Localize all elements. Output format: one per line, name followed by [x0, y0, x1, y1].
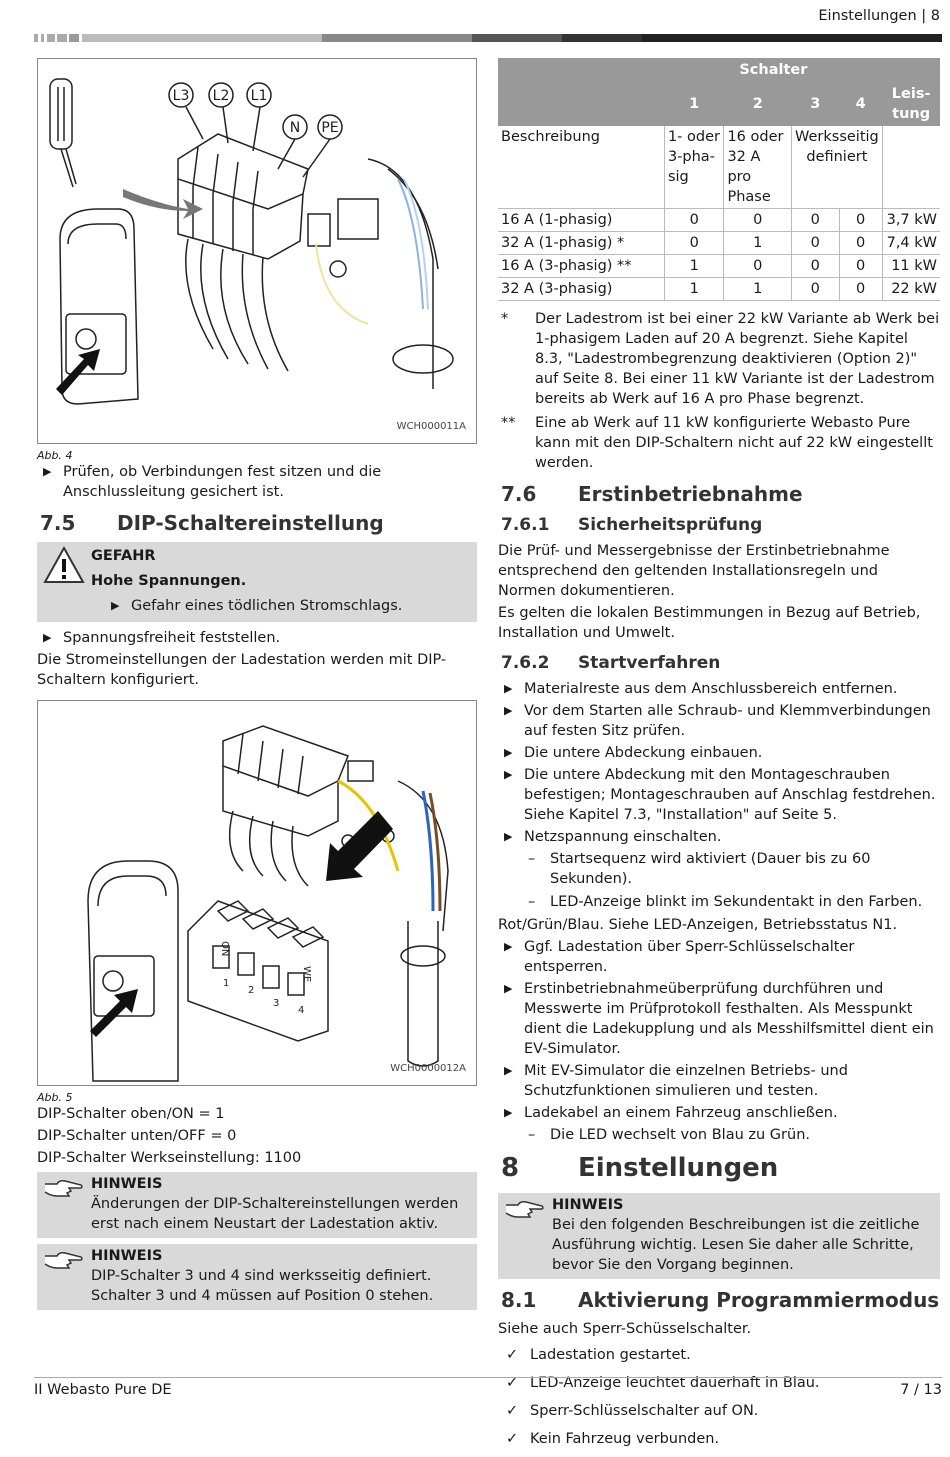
wiring-illustration	[38, 59, 476, 443]
table-header: 2	[724, 82, 792, 126]
footer-doc-title: II Webasto Pure DE	[34, 1382, 172, 1398]
notice-text: Änderungen der DIP-Schaltereinstellungen werden erst nach einem Neustart der Ladestation aktiv.	[91, 1196, 459, 1232]
dip-we-label: WE	[301, 966, 312, 983]
footnote: * Der Ladestrom ist bei einer 22 kW Variante ab Werk bei 1-phasigem Laden auf 20 A begrenzt. Siehe Kapitel 8.3, "Ladestrombegrenzung deaktivieren (Option 2)" auf Seite 8. Bei einer 11 kW Variante ist der Ladestrom bereits ab Werk auf 16 A pro Phase begrenzt.	[501, 311, 940, 407]
list-item: ▶ Ladekabel an einem Fahrzeug anschließen.	[504, 1105, 838, 1121]
notice-title: HINWEIS	[91, 1176, 163, 1192]
table-row: Beschreibung 1- oder 3-pha-sig 16 oder 32 A pro Phase Werksseitig definiert	[498, 126, 940, 209]
list-item: ▶ Vor dem Starten alle Schraub- und Klemmverbindungen auf festen Sitz prüfen.	[504, 703, 931, 739]
dip-number: 1	[223, 978, 230, 989]
footer-page-number: 7 / 13	[900, 1382, 942, 1398]
table-row: 16 A (1-phasig) 0 0 0 0 3,7 kW	[498, 209, 940, 232]
table-row: 32 A (1-phasig) * 0 1 0 0 7,4 kW	[498, 232, 940, 255]
warning-triangle-icon	[43, 546, 85, 590]
label-n: N	[289, 120, 301, 136]
notice-text: DIP-Schalter 3 und 4 sind werksseitig definiert. Schalter 3 und 4 müssen auf Position 0 stehen.	[91, 1268, 434, 1304]
sub-list-item: – Startsequenz wird aktiviert (Dauer bis zu 60 Sekunden).	[528, 851, 871, 887]
paragraph: Rot/Grün/Blau. Siehe LED-Anzeigen, Betriebsstatus N1.	[498, 917, 898, 933]
danger-notice	[37, 542, 477, 622]
triangle-bullet-icon: ▶	[504, 830, 513, 843]
check-list-item: ✓ LED-Anzeige leuchtet dauerhaft in Blau.	[506, 1375, 820, 1391]
triangle-bullet-icon: ▶	[504, 682, 513, 695]
dip-on-text: DIP-Schalter oben/ON = 1	[37, 1106, 225, 1122]
subsection-heading: 7.6.1 Sicherheitsprüfung	[501, 515, 763, 535]
footnote: ** Eine ab Werk auf 11 kW konfigurierte Webasto Pure kann mit den DIP-Schaltern nicht auf 22 kW eingestellt werden.	[501, 415, 933, 471]
header-stripe	[34, 34, 942, 42]
triangle-bullet-icon: ▶	[504, 746, 513, 759]
paragraph: Siehe auch Sperr-Schüsselschalter.	[498, 1321, 752, 1337]
hint-notice	[37, 1172, 477, 1238]
triangle-bullet-icon: ▶	[504, 1106, 513, 1119]
figure-caption: Abb. 5	[37, 1091, 73, 1104]
sub-list-item: – LED-Anzeige blinkt im Sekundentakt in den Farben.	[528, 894, 923, 910]
figure-code: WCH0000012A	[390, 1063, 466, 1074]
check-icon: ✓	[506, 1403, 519, 1419]
dip-switch-table	[498, 58, 940, 301]
list-item: ▶ Spannungsfreiheit feststellen.	[43, 630, 281, 646]
triangle-bullet-icon: ▶	[111, 599, 120, 612]
table-header: 4	[839, 82, 882, 126]
paragraph: Es gelten die lokalen Bestimmungen in Bezug auf Betrieb, Installation und Umwelt.	[498, 605, 921, 641]
pointing-hand-icon	[43, 1176, 85, 1206]
table-header: Leis-tung	[882, 82, 940, 126]
notice-title: GEFAHR	[91, 548, 156, 564]
figure-caption: Abb. 4	[37, 449, 73, 462]
hint-notice	[37, 1244, 477, 1310]
table-row: 16 A (3-phasig) ** 1 0 0 0 11 kW	[498, 255, 940, 278]
figure-code: WCH000011A	[396, 421, 466, 432]
list-item: ▶ Die untere Abdeckung einbauen.	[504, 745, 763, 761]
pointing-hand-icon	[43, 1248, 85, 1278]
label-l3: L3	[172, 88, 190, 104]
list-item: ▶ Materialreste aus dem Anschlussbereich entfernen.	[504, 681, 898, 697]
triangle-bullet-icon: ▶	[504, 1064, 513, 1077]
paragraph: Die Prüf- und Messergebnisse der Erstinbetriebnahme entsprechend den geltenden Installationsregeln und Normen dokumentieren.	[498, 543, 890, 599]
label-l2: L2	[212, 88, 230, 104]
list-item: ▶ Die untere Abdeckung mit den Montageschrauben befestigen; Montageschrauben auf Anschlag festdrehen. Siehe Kapitel 7.3, "Installation" auf Seite 5.	[504, 767, 936, 823]
figure-4	[37, 58, 477, 444]
dip-on-label: ON	[219, 941, 230, 957]
dip-number: 2	[248, 985, 255, 996]
dip-number: 3	[273, 998, 280, 1009]
dip-number: 4	[298, 1005, 305, 1016]
triangle-bullet-icon: ▶	[504, 768, 513, 781]
list-item: ▶ Mit EV-Simulator die einzelnen Betriebs- und Schutzfunktionen simulieren und testen.	[504, 1063, 848, 1099]
notice-title: HINWEIS	[91, 1248, 163, 1264]
page-header-title: Einstellungen | 8	[818, 8, 940, 24]
check-list-item: ✓ Kein Fahrzeug verbunden.	[506, 1431, 720, 1447]
label-pe: PE	[321, 120, 339, 136]
hint-notice	[498, 1193, 940, 1279]
list-item: ▶ Ggf. Ladestation über Sperr-Schlüsselschalter entsperren.	[504, 939, 855, 975]
check-icon: ✓	[506, 1431, 519, 1447]
figure-5	[37, 700, 477, 1086]
triangle-bullet-icon: ▶	[504, 704, 513, 717]
check-icon: ✓	[506, 1375, 519, 1391]
table-group-header: Schalter	[664, 58, 882, 82]
list-item: ▶ Erstinbetriebnahmeüberprüfung durchführen und Messwerte im Prüfprotokoll festhalten. Als Messpunkt dient die Ladekupplung und als Messhilfsmittel dient ein EV-Simulator.	[504, 981, 934, 1057]
notice-text: Bei den folgenden Beschreibungen ist die zeitliche Ausführung wichtig. Lesen Sie daher alle Schritte, bevor Sie den Vorgang beginnen.	[552, 1217, 920, 1273]
notice-title: HINWEIS	[552, 1197, 624, 1213]
list-item: ▶ Gefahr eines tödlichen Stromschlags.	[111, 598, 403, 614]
pointing-hand-icon	[504, 1197, 546, 1227]
triangle-bullet-icon: ▶	[43, 631, 52, 644]
table-header: 1	[664, 82, 724, 126]
list-item: ▶ Netzspannung einschalten.	[504, 829, 722, 845]
sub-list-item: – Die LED wechselt von Blau zu Grün.	[528, 1127, 810, 1143]
section-heading: 8.1 Aktivierung Programmiermodus	[501, 1288, 940, 1312]
check-list-item: ✓ Sperr-Schlüsselschalter auf ON.	[506, 1403, 759, 1419]
dip-factory-text: DIP-Schalter Werkseinstellung: 1100	[37, 1150, 302, 1166]
notice-subtitle: Hohe Spannungen.	[91, 573, 247, 589]
triangle-bullet-icon: ▶	[504, 940, 513, 953]
check-list-item: ✓ Ladestation gestartet.	[506, 1347, 691, 1363]
intro-paragraph: Die Stromeinstellungen der Ladestation werden mit DIP-Schaltern konfiguriert.	[37, 652, 447, 688]
triangle-bullet-icon: ▶	[43, 465, 52, 478]
dip-switch-illustration	[38, 701, 476, 1085]
list-item: ▶ Prüfen, ob Verbindungen fest sitzen und die Anschlussleitung gesichert ist.	[43, 464, 382, 500]
table-row: 32 A (3-phasig) 1 1 0 0 22 kW	[498, 278, 940, 301]
page-footer	[34, 1377, 942, 1400]
table-header: 3	[792, 82, 840, 126]
chapter-heading: 8 Einstellungen	[501, 1153, 779, 1183]
subsection-heading: 7.6.2 Startverfahren	[501, 653, 721, 673]
triangle-bullet-icon: ▶	[504, 982, 513, 995]
section-heading: 7.5 DIP-Schaltereinstellung	[40, 511, 384, 535]
section-heading: 7.6 Erstinbetriebnahme	[501, 482, 803, 506]
label-l1: L1	[250, 88, 268, 104]
dip-off-text: DIP-Schalter unten/OFF = 0	[37, 1128, 237, 1144]
check-icon: ✓	[506, 1347, 519, 1363]
